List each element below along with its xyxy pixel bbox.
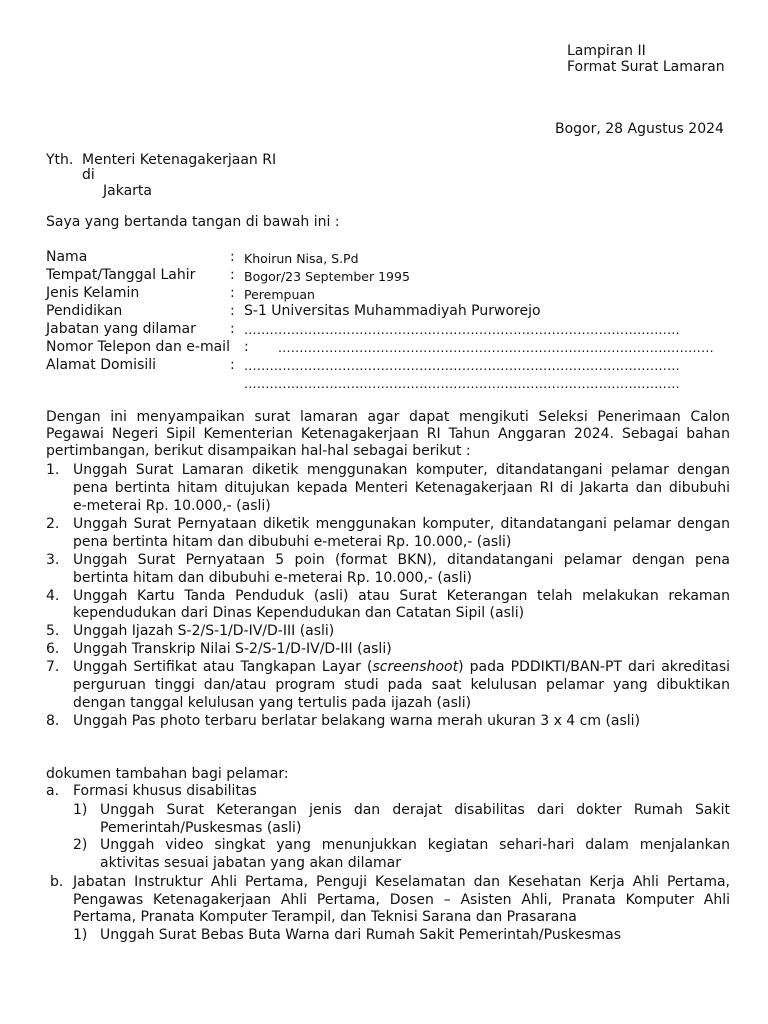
paragraph-line: Pegawai Negeri Sipil Kementerian Ketenagakerjaan RI Tahun Anggaran 2024. Sebagai bahan	[46, 426, 730, 442]
list-number: 3.	[46, 552, 60, 568]
list-item-italic: screenshoot	[372, 659, 459, 675]
list-number: 1.	[46, 462, 60, 478]
field-label-telepon: Nomor Telepon dan e-mail	[46, 339, 230, 355]
field-colon: :	[244, 339, 249, 355]
list-item-text: Unggah Sertifikat atau Tangkapan Layar (	[73, 659, 373, 675]
format-label: Format Surat Lamaran	[567, 59, 725, 75]
field-value-alamat: ......................................................................................................	[244, 358, 680, 373]
extra-a1-line: Unggah Surat Keterangan jenis dan derajat disabilitas dari dokter Rumah Sakit	[100, 802, 730, 818]
list-item-line: kependudukan dari Dinas Kependudukan dan Catatan Sipil (asli)	[73, 605, 525, 621]
extra-heading: dokumen tambahan bagi pelamar:	[46, 766, 289, 782]
extra-a-title: Formasi khusus disabilitas	[73, 783, 257, 799]
list-item-line: pena bertinta hitam ditujukan kepada Menteri Ketenagakerjaan RI di Jakarta dan dibubuhi	[73, 480, 730, 496]
list-item-line: perguruan tinggi dan/atau program studi pada saat kelulusan pelamar yang dibuktikan	[73, 677, 730, 693]
list-item-text: ) pada PDDIKTI/BAN-PT dari akreditasi	[458, 659, 730, 675]
extra-a-label: a.	[46, 783, 60, 799]
list-item-line: dengan tanggal kelulusan yang tertulis pada ijazah (asli)	[73, 695, 472, 711]
field-value-ttl: Bogor/23 September 1995	[244, 269, 410, 284]
recipient-city: Jakarta	[103, 183, 152, 199]
extra-b-line: Pertama, Pranata Komputer Terampil, dan Teknisi Sarana dan Prasarana	[73, 909, 577, 925]
recipient-yth: Yth.	[46, 152, 74, 168]
extra-b1-line: Unggah Surat Bebas Buta Warna dari Rumah Sakit Pemerintah/Puskesmas	[100, 927, 622, 943]
list-item-line: Unggah Surat Pernyataan 5 poin (format BKN), ditandatangani pelamar dengan pena	[73, 552, 730, 568]
paragraph-line: Dengan ini menyampaikan surat lamaran agar dapat mengikuti Seleksi Penerimaan Calon	[46, 409, 730, 425]
field-value-nama: Khoirun Nisa, S.Pd	[244, 251, 359, 266]
list-number: 7.	[46, 659, 60, 675]
field-value-pendidikan: S-1 Universitas Muhammadiyah Purworejo	[244, 303, 541, 319]
extra-b-label: b.	[50, 874, 64, 890]
field-colon: :	[230, 357, 235, 373]
list-number: 8.	[46, 713, 60, 729]
list-item-line: Unggah Surat Lamaran diketik menggunakan komputer, ditandatangani pelamar dengan	[73, 462, 730, 478]
extra-a2-num: 2)	[73, 837, 88, 853]
list-item-line: Unggah Ijazah S-2/S-1/D-IV/D-III (asli)	[73, 623, 335, 639]
field-colon: :	[230, 321, 235, 337]
extra-b1-num: 1)	[73, 927, 88, 943]
intro-text: Saya yang bertanda tangan di bawah ini :	[46, 214, 340, 230]
field-label-pendidikan: Pendidikan	[46, 303, 123, 319]
extra-b-line: Pengawas Ketenagakerjaan Ahli Pertama, Dosen – Asisten Ahli, Pranata Komputer Ahli	[73, 892, 730, 908]
list-number: 6.	[46, 641, 60, 657]
extra-b-line: Jabatan Instruktur Ahli Pertama, Penguji Keselamatan dan Kesehatan Kerja Ahli Pertama,	[73, 874, 730, 890]
field-colon: :	[230, 267, 235, 283]
list-item-line	[73, 659, 730, 676]
list-number: 4.	[46, 588, 60, 604]
extra-a1-num: 1)	[73, 802, 88, 818]
field-colon: :	[230, 249, 235, 265]
field-value-alamat-line2: ......................................................................................................	[244, 376, 680, 391]
list-item-line: Unggah Surat Pernyataan diketik menggunakan komputer, ditandatangani pelamar dengan	[73, 516, 730, 532]
list-item-line: e-meterai Rp. 10.000,- (asli)	[73, 498, 271, 514]
recipient-name: Menteri Ketenagakerjaan RI	[82, 152, 277, 168]
field-label-jenis-kelamin: Jenis Kelamin	[46, 285, 140, 301]
list-item-line: pena bertinta hitam dan dibubuhi e-meterai Rp. 10.000,- (asli)	[73, 534, 512, 550]
list-number: 5.	[46, 623, 60, 639]
list-number: 2.	[46, 516, 60, 532]
field-colon: :	[230, 303, 235, 319]
field-value-jabatan: ......................................................................................................	[244, 322, 680, 337]
field-value-jenis-kelamin: Perempuan	[244, 287, 315, 302]
recipient-di: di	[82, 167, 95, 183]
appendix-label: Lampiran II	[567, 43, 646, 59]
list-item-line: Unggah Kartu Tanda Penduduk (asli) atau Surat Keterangan telah melakukan rekaman	[73, 588, 730, 604]
paragraph-line: pertimbangan, berikut disampaikan hal-hal sebagai berikut :	[46, 443, 471, 459]
list-item-line: bertinta hitam dan dibubuhi e-meterai Rp. 10.000,- (asli)	[73, 570, 472, 586]
field-value-telepon: ......................................................................................................	[278, 340, 714, 355]
extra-a2-line: Unggah video singkat yang menunjukkan kegiatan sehari-hari dalam menjalankan	[100, 837, 730, 853]
extra-a1-line: Pemerintah/Puskesmas (asli)	[100, 820, 302, 836]
list-item-line: Unggah Transkrip Nilai S-2/S-1/D-IV/D-III (asli)	[73, 641, 392, 657]
date-line: Bogor, 28 Agustus 2024	[555, 121, 724, 137]
field-colon: :	[230, 285, 235, 301]
field-label-nama: Nama	[46, 249, 88, 265]
field-label-alamat: Alamat Domisili	[46, 357, 157, 373]
extra-a2-line: aktivitas sesuai jabatan yang akan dilamar	[100, 855, 402, 871]
list-item-line: Unggah Pas photo terbaru berlatar belakang warna merah ukuran 3 x 4 cm (asli)	[73, 713, 641, 729]
field-label-jabatan: Jabatan yang dilamar	[46, 321, 196, 337]
field-label-ttl: Tempat/Tanggal Lahir	[46, 267, 196, 283]
